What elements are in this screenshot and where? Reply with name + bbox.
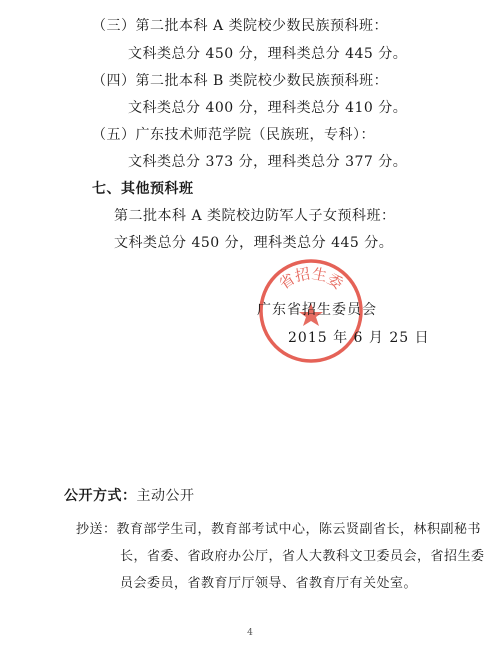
cc-line-3: 员会委员，省教育厅厅领导、省教育厅有关处室。: [120, 576, 418, 591]
disclosure-value: 主动公开: [136, 488, 195, 504]
other-section-desc: 第二批本科 A 类院校边防军人子女预科班：: [114, 208, 396, 224]
section-3-heading: （三）第二批本科 A 类院校少数民族预科班：: [92, 18, 389, 34]
other-section-title: 七、其他预科班: [92, 181, 194, 197]
cc-line-2: 长，省委、省政府办公厅，省人大教科文卫委员会，省招生委: [120, 549, 485, 564]
other-section-scores: 文科类总分 450 分，理科类总分 445 分。: [114, 235, 394, 251]
section-4-scores: 文科类总分 400 分，理科类总分 410 分。: [128, 100, 408, 116]
disclosure-line: [64, 487, 195, 505]
issuing-organization: 广东省招生委员会: [257, 302, 377, 318]
page-number: 4: [247, 628, 253, 638]
cc-line-1: 抄送：教育部学生司，教育部考试中心，陈云贤副省长，林积副秘书: [76, 522, 482, 537]
section-3-scores: 文科类总分 450 分，理科类总分 445 分。: [128, 46, 408, 62]
disclosure-label: 公开方式：: [64, 488, 137, 504]
section-5-scores: 文科类总分 373 分，理科类总分 377 分。: [128, 154, 408, 170]
issue-date: 2015 年 6 月 25 日: [288, 330, 430, 346]
section-4-heading: （四）第二批本科 B 类院校少数民族预科班：: [92, 73, 389, 89]
section-5-heading: （五）广东技术师范学院（民族班，专科）：: [92, 127, 375, 143]
seal-text: 省招生委: [275, 264, 347, 294]
